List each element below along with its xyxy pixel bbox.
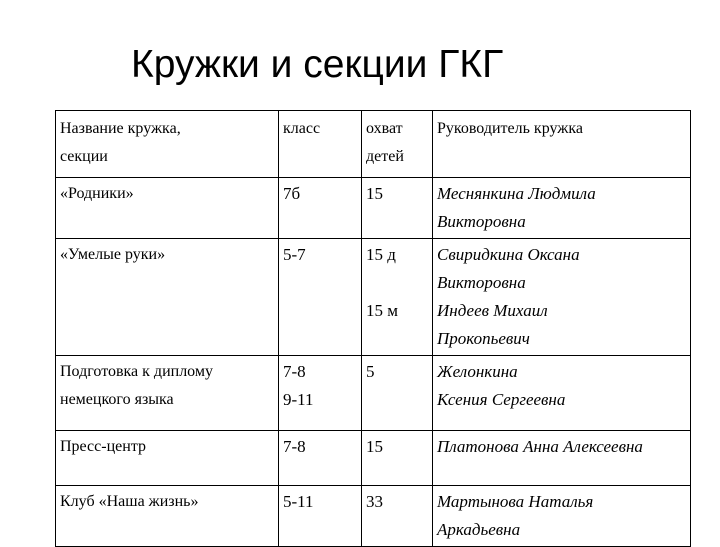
column-header-name-line: секции <box>60 148 108 165</box>
coverage-cell <box>362 178 433 239</box>
club-name-cell <box>56 356 279 431</box>
club-name: Пресс-центр <box>60 438 146 455</box>
leader-cell <box>433 239 691 356</box>
leader-name: Мартынова Наталья <box>437 492 594 511</box>
coverage-value: 15 <box>366 437 383 456</box>
column-header-leader-label: Руководитель кружка <box>437 120 583 137</box>
coverage-value: 15 <box>366 184 383 203</box>
page-title: Кружки и секции ГКГ <box>131 43 504 86</box>
table-row <box>56 431 691 486</box>
clubs-table <box>55 110 691 547</box>
leader-name: Желонкина <box>437 362 518 381</box>
coverage-cell <box>362 356 433 431</box>
leader-name: Аркадьевна <box>437 520 521 539</box>
column-header-coverage-line: охват <box>366 120 403 137</box>
leader-cell <box>433 356 691 431</box>
class-cell <box>279 431 362 486</box>
club-name: Подготовка к диплому <box>60 363 213 380</box>
leader-name: Ксения Сергеевна <box>437 390 566 409</box>
leader-cell <box>433 431 691 486</box>
table-header-row <box>56 111 691 178</box>
coverage-value: 5 <box>366 362 375 381</box>
class-value: 7-8 <box>283 437 306 456</box>
coverage-value: 15 д <box>366 245 396 264</box>
club-name-cell <box>56 431 279 486</box>
club-name-cell <box>56 239 279 356</box>
leader-name: Прокопьевич <box>437 329 530 348</box>
table-row <box>56 356 691 431</box>
class-cell <box>279 178 362 239</box>
leader-name: Меснянкина Людмила <box>437 184 596 203</box>
table-row <box>56 178 691 239</box>
column-header-class-label: класс <box>283 120 321 137</box>
coverage-value: 15 м <box>366 301 399 320</box>
column-header-coverage <box>362 111 433 178</box>
club-name: Клуб «Наша жизнь» <box>60 493 199 510</box>
class-value: 9-11 <box>283 390 314 409</box>
coverage-cell <box>362 239 433 356</box>
column-header-name-line: Название кружка, <box>60 120 181 137</box>
club-name: «Родники» <box>60 185 134 202</box>
table-row <box>56 239 691 356</box>
leader-name: Индеев Михаил <box>437 301 548 320</box>
class-value: 5-11 <box>283 492 314 511</box>
column-header-leader <box>433 111 691 178</box>
leader-name: Викторовна <box>437 273 526 292</box>
leader-cell <box>433 486 691 547</box>
leader-name: Платонова Анна Алексеевна <box>437 437 643 456</box>
column-header-coverage-line: детей <box>366 148 404 165</box>
class-value: 5-7 <box>283 245 306 264</box>
class-cell <box>279 239 362 356</box>
class-value: 7б <box>283 184 301 203</box>
club-name: немецкого языка <box>60 391 174 408</box>
leader-name: Викторовна <box>437 212 526 231</box>
coverage-cell <box>362 486 433 547</box>
class-cell <box>279 486 362 547</box>
coverage-value: 33 <box>366 492 383 511</box>
leader-name: Свиридкина Оксана <box>437 245 580 264</box>
club-name-cell <box>56 178 279 239</box>
class-value: 7-8 <box>283 362 306 381</box>
club-name-cell <box>56 486 279 547</box>
table-row <box>56 486 691 547</box>
coverage-cell <box>362 431 433 486</box>
class-cell <box>279 356 362 431</box>
leader-cell <box>433 178 691 239</box>
column-header-class <box>279 111 362 178</box>
column-header-name <box>56 111 279 178</box>
club-name: «Умелые руки» <box>60 246 166 263</box>
